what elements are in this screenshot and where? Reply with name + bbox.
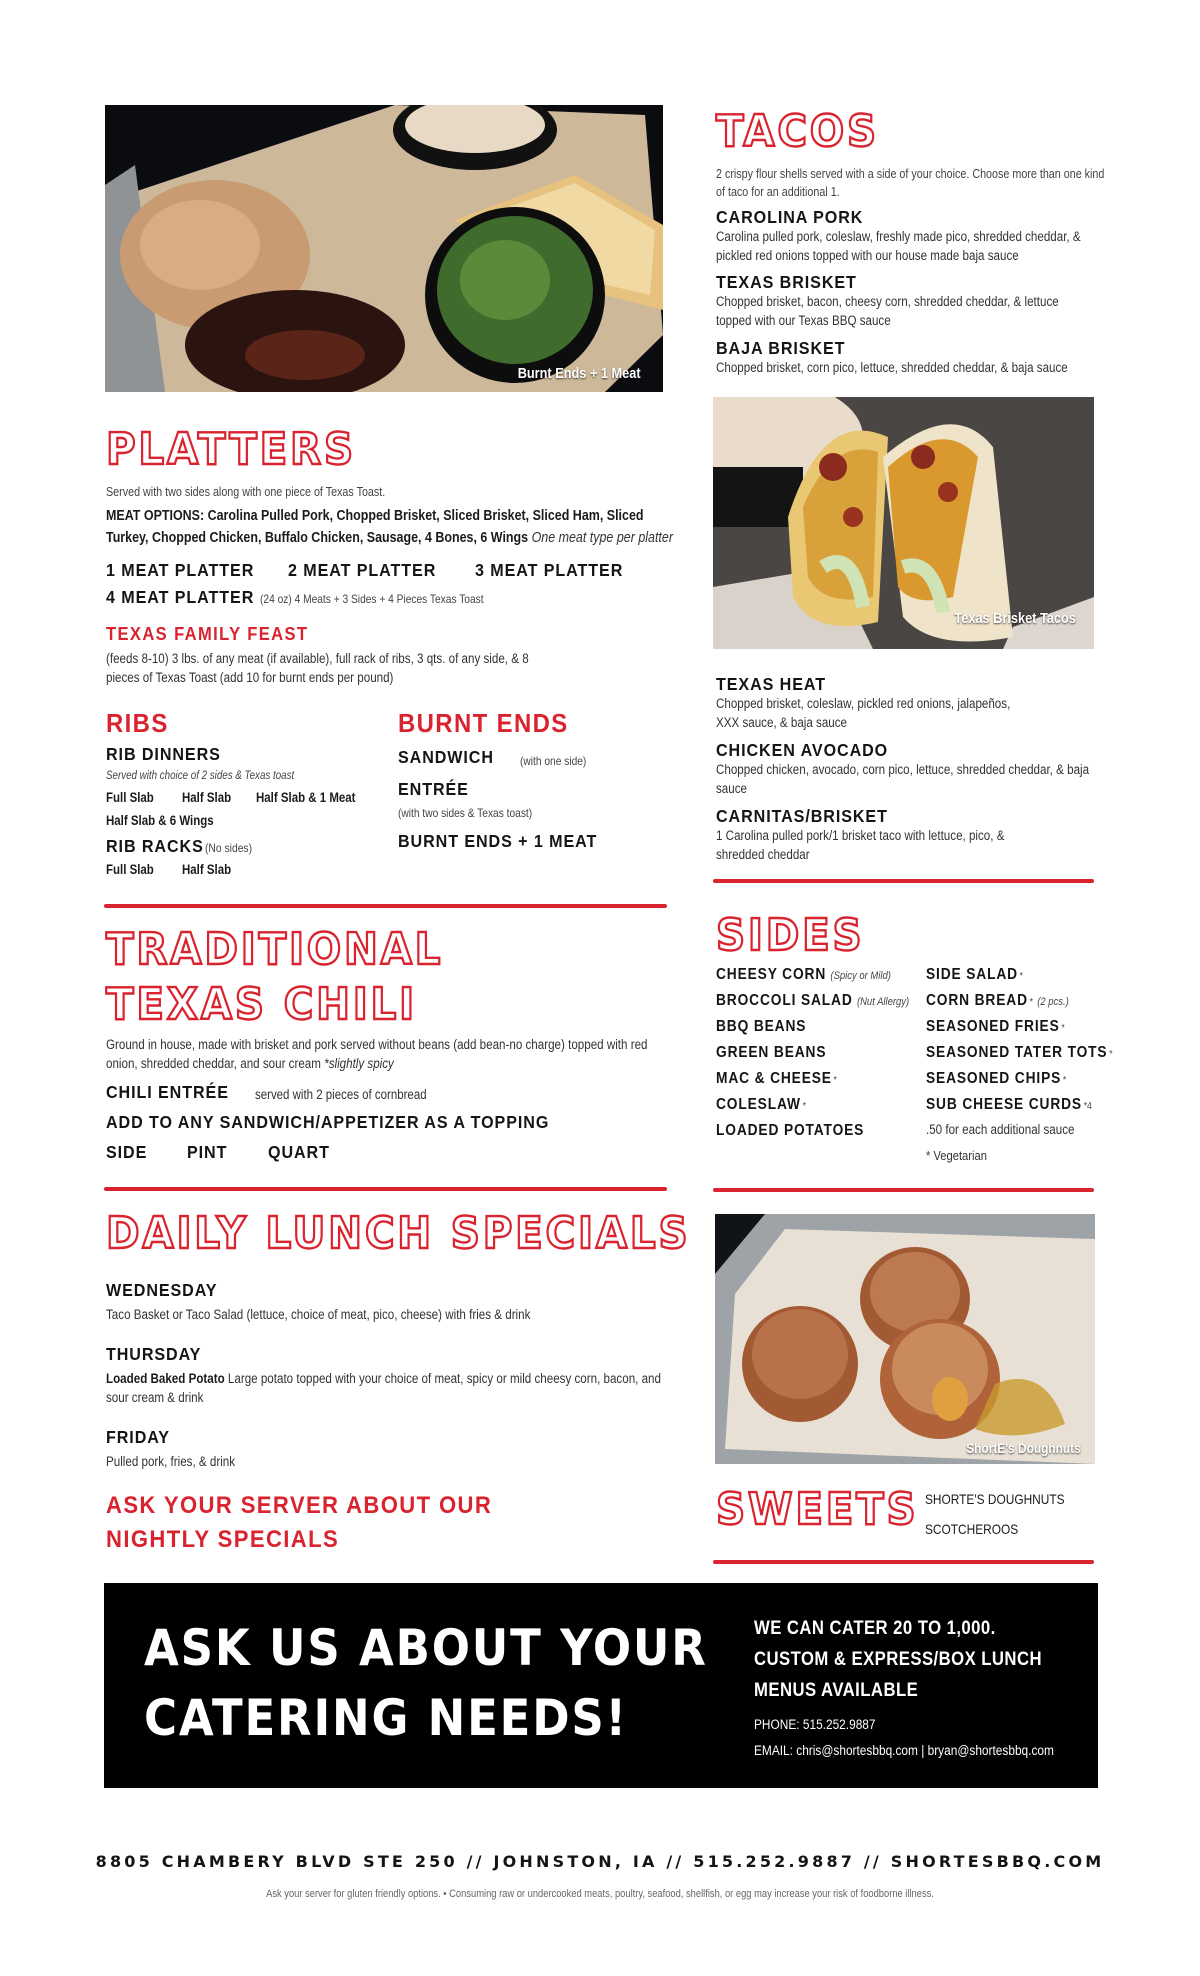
footer-address: 8805 CHAMBERY BLVD STE 250 // JOHNSTON, IA // 515.252.9887 // SHORTESBBQ.COM [95, 1852, 1105, 1871]
taco-item [716, 338, 1176, 378]
tacos-title: TACOS [716, 106, 879, 157]
divider [104, 904, 667, 908]
catering-headline-line2: CATERING NEEDS! [144, 1689, 628, 1747]
taco-name: TEXAS BRISKET [716, 272, 857, 292]
platter-photo [105, 105, 663, 392]
lunch-day: WEDNESDAY [106, 1280, 218, 1300]
rib-option: Half Slab [182, 862, 232, 877]
rib-option: Half Slab [182, 790, 232, 805]
chili-entree-note: served with 2 pieces of cornbread [255, 1087, 427, 1102]
taco-desc: Carolina pulled pork, coleslaw, freshly made pico, shredded cheddar, & pickled red onions topped with our house made baja sauce [716, 229, 1081, 263]
lunch-desc [106, 1370, 674, 1407]
rib-dinners-note: Served with choice of 2 sides & Texas toast [106, 770, 295, 782]
burnt-sandwich: SANDWICH [398, 747, 494, 767]
doughnuts-photo [715, 1214, 1095, 1464]
chili-entree: CHILI ENTRÉE [106, 1082, 229, 1102]
taco-name: CARNITAS/BRISKET [716, 806, 888, 826]
rib-racks-name: RIB RACKS [106, 836, 204, 856]
catering-line: MENUS AVAILABLE [754, 1680, 919, 1701]
sauce-note: .50 for each additional sauce [926, 1122, 1075, 1137]
divider [104, 1187, 667, 1191]
chili-desc-text: Ground in house, made with brisket and pork served without beans (add bean-no charge) topped with red onion, shredded cheddar, and sour cream [106, 1037, 648, 1071]
vegetarian-note: * Vegetarian [926, 1148, 987, 1163]
rib-racks [106, 836, 259, 858]
lunch-desc-text: Large potato topped with your choice of meat, spicy or mild cheesy corn, bacon, and sour cream & drink [106, 1371, 661, 1405]
rib-option: Full Slab [106, 862, 154, 877]
divider [713, 1560, 1094, 1564]
side-item: SEASONED CHIPS * [926, 1070, 1067, 1087]
taco-name: BAJA BRISKET [716, 338, 846, 358]
side-item: MAC & CHEESE * [716, 1070, 837, 1087]
catering-email[interactable]: EMAIL: chris@shortesbbq.com | bryan@shortesbbq.com [754, 1743, 1054, 1758]
catering-headline-line1: ASK US ABOUT YOUR [144, 1619, 708, 1677]
sides-title: SIDES [716, 910, 865, 961]
chili-size: SIDE [106, 1142, 148, 1162]
catering-headline [144, 1613, 708, 1753]
nightly-line1: ASK YOUR SERVER ABOUT OUR [106, 1492, 493, 1519]
ribs-title: RIBS [106, 708, 169, 738]
lunch-desc: Taco Basket or Taco Salad (lettuce, choice of meat, pico, cheese) with fries & drink [106, 1307, 531, 1322]
nightly-line2: NIGHTLY SPECIALS [106, 1526, 340, 1553]
chili-spicy-note: *slightly spicy [324, 1055, 394, 1071]
lunch-lead: Loaded Baked Potato [106, 1371, 225, 1386]
sides-right-column [926, 966, 1113, 1168]
rib-option: Half Slab & 6 Wings [106, 813, 214, 828]
meat-options-list: Carolina Pulled Pork, Chopped Brisket, Sliced Brisket, Sliced Ham, Sliced Turkey, Chopped Chicken, Buffalo Chicken, Sausage, 4 Bones, 6 Wings [106, 508, 644, 546]
platter-size-2: 2 MEAT PLATTER [288, 560, 437, 580]
burnt-entree-note: (with two sides & Texas toast) [398, 806, 533, 820]
sides-left-column [716, 966, 909, 1148]
platters-intro: Served with two sides along with one piece of Texas Toast. [106, 485, 386, 499]
doughnuts-illustration [715, 1214, 1095, 1464]
lunch-title: DAILY LUNCH SPECIALS [106, 1208, 691, 1259]
meat-options [106, 505, 674, 549]
taco-desc: Chopped chicken, avocado, corn pico, lettuce, shredded cheddar, & baja sauce [716, 762, 1090, 796]
sweets-item: SHORTE'S DOUGHNUTS [925, 1491, 1065, 1507]
side-item: SEASONED FRIES * [926, 1018, 1065, 1035]
chili-title-line2: TEXAS CHILI [106, 979, 417, 1030]
side-item: COLESLAW * [716, 1096, 806, 1113]
chili-desc [106, 1036, 674, 1073]
taco-desc: Chopped brisket, corn pico, lettuce, shredded cheddar, & baja sauce [716, 360, 1068, 375]
divider [713, 1188, 1094, 1192]
lunch-day: THURSDAY [106, 1344, 202, 1364]
sweets-item: SCOTCHEROOS [925, 1521, 1019, 1537]
rib-option: Full Slab [106, 790, 154, 805]
taco-desc: Chopped brisket, coleslaw, pickled red onions, jalapeños, XXX sauce, & baja sauce [716, 696, 1011, 730]
platter-illustration [105, 105, 663, 392]
lunch-day: FRIDAY [106, 1427, 170, 1447]
burnt-sandwich-note: (with one side) [520, 754, 587, 768]
chili-title-line1: TRADITIONAL [106, 924, 444, 975]
family-feast-desc: (feeds 8-10) 3 lbs. of any meat (if available), full rack of ribs, 3 qts. of any side, & 8 pieces of Texas Toast (add 10 for burnt ends per pound) [106, 651, 529, 685]
side-item: SEASONED TATER TOTS * [926, 1044, 1113, 1061]
side-item: BBQ BEANS [716, 1018, 807, 1035]
rib-option: Half Slab & 1 Meat [256, 790, 356, 805]
platters-title: PLATTERS [106, 424, 356, 475]
burnt-combo: BURNT ENDS + 1 MEAT [398, 831, 598, 851]
taco-name: TEXAS HEAT [716, 674, 826, 694]
catering-details [754, 1613, 1054, 1764]
tacos-photo [713, 397, 1094, 649]
platter-size-3: 3 MEAT PLATTER [475, 560, 624, 580]
meat-options-note: One meat type per platter [531, 530, 673, 546]
side-item: CHEESY CORN (Spicy or Mild) [716, 966, 891, 983]
taco-desc: 1 Carolina pulled pork/1 brisket taco with lettuce, pico, & shredded cheddar [716, 828, 1005, 862]
taco-desc: Chopped brisket, bacon, cheesy corn, shredded cheddar, & lettuce topped with our Texas BBQ sauce [716, 294, 1059, 328]
catering-banner [104, 1583, 1098, 1788]
chili-topping: ADD TO ANY SANDWICH/APPETIZER AS A TOPPING [106, 1112, 550, 1132]
taco-name: CHICKEN AVOCADO [716, 740, 889, 760]
footer-disclaimer: Ask your server for gluten friendly options. • Consuming raw or undercooked meats, poultry, seafood, shellfish, or egg may increase your risk of foodborne illness. [266, 1888, 934, 1900]
burnt-entree: ENTRÉE [398, 779, 469, 799]
lunch-desc: Pulled pork, fries, & drink [106, 1454, 236, 1469]
four-meat-note: (24 oz) 4 Meats + 3 Sides + 4 Pieces Texas Toast [260, 592, 484, 606]
taco-item [716, 207, 1156, 265]
tacos-photo-caption: Texas Brisket Tacos [954, 610, 1076, 627]
side-item: BROCCOLI SALAD (Nut Allergy) [716, 992, 910, 1009]
doughnuts-photo-caption: ShortE's Doughnuts [966, 1440, 1081, 1456]
meat-options-label: MEAT OPTIONS: [106, 508, 205, 524]
catering-line: CUSTOM & EXPRESS/BOX LUNCH [754, 1649, 1042, 1670]
rib-racks-note: (No sides) [204, 841, 252, 855]
side-item: CORN BREAD * (2 pcs.) [926, 992, 1069, 1009]
side-item: LOADED POTATOES [716, 1122, 865, 1139]
side-item: SIDE SALAD * [926, 966, 1024, 983]
chili-size: PINT [187, 1142, 228, 1162]
family-feast-title: TEXAS FAMILY FEAST [106, 624, 309, 644]
taco-name: CAROLINA PORK [716, 207, 864, 227]
rib-dinners: RIB DINNERS [106, 744, 221, 764]
taco-item [716, 806, 1081, 864]
tacos-intro: 2 crispy flour shells served with a side of your choice. Choose more than one kind of taco for an additional 1. [716, 167, 1105, 199]
catering-line: WE CAN CATER 20 TO 1,000. [754, 1618, 996, 1639]
platter-size-1: 1 MEAT PLATTER [106, 560, 255, 580]
catering-phone[interactable]: PHONE: 515.252.9887 [754, 1717, 876, 1732]
side-item: GREEN BEANS [716, 1044, 827, 1061]
taco-item [716, 740, 1156, 798]
sweets-title: SWEETS [716, 1484, 919, 1535]
taco-item [716, 272, 1136, 330]
burnt-ends-title: BURNT ENDS [398, 708, 569, 738]
taco-item [716, 674, 1071, 732]
chili-size: QUART [268, 1142, 330, 1162]
side-item: SUB CHEESE CURDS *4 [926, 1096, 1092, 1113]
divider [713, 879, 1094, 883]
platter-photo-caption: Burnt Ends + 1 Meat [518, 365, 641, 382]
platter-size-4: 4 MEAT PLATTER [106, 587, 255, 607]
